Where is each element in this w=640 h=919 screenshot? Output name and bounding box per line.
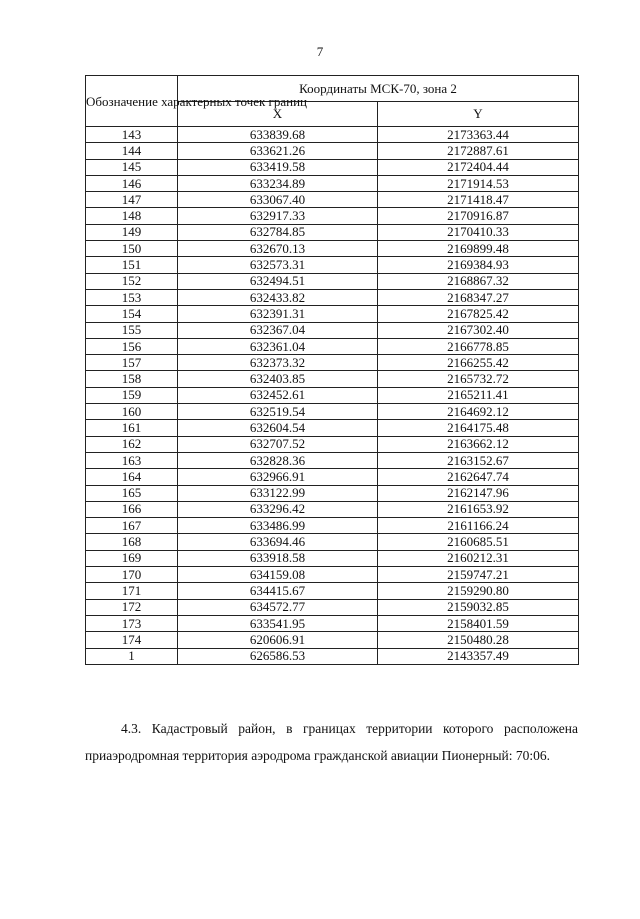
y-coordinate-cell: 2166255.42: [378, 355, 579, 371]
point-cell: 174: [86, 632, 178, 648]
y-coordinate-cell: 2167825.42: [378, 306, 579, 322]
point-cell: 152: [86, 273, 178, 289]
table-row: [86, 371, 579, 387]
y-coordinate-cell: 2162647.74: [378, 469, 579, 485]
point-cell: 172: [86, 599, 178, 615]
y-coordinate-cell: 2165211.41: [378, 387, 579, 403]
x-coordinate-cell: 633486.99: [178, 518, 378, 534]
y-coordinate-cell: 2158401.59: [378, 615, 579, 631]
y-coordinate-cell: 2164175.48: [378, 420, 579, 436]
y-coordinate-cell: 2162147.96: [378, 485, 579, 501]
y-coordinate-cell: 2164692.12: [378, 404, 579, 420]
point-cell: 159: [86, 387, 178, 403]
point-cell: 162: [86, 436, 178, 452]
point-cell: 154: [86, 306, 178, 322]
y-coordinate-cell: 2167302.40: [378, 322, 579, 338]
y-coordinate-cell: 2159032.85: [378, 599, 579, 615]
point-cell: 155: [86, 322, 178, 338]
y-coordinate-cell: 2160212.31: [378, 550, 579, 566]
y-coordinate-cell: 2170916.87: [378, 208, 579, 224]
page-number: 7: [316, 44, 324, 59]
table-row: [86, 583, 579, 599]
table-row: [86, 257, 579, 273]
table-row: [86, 501, 579, 517]
point-cell: 164: [86, 469, 178, 485]
table-row: [86, 306, 579, 322]
point-cell: 161: [86, 420, 178, 436]
point-cell: 173: [86, 615, 178, 631]
table-row: [86, 289, 579, 305]
point-cell: 151: [86, 257, 178, 273]
point-cell: 171: [86, 583, 178, 599]
y-coordinate-cell: 2161166.24: [378, 518, 579, 534]
point-cell: 156: [86, 338, 178, 354]
point-cell: 1: [86, 648, 178, 664]
point-cell: 157: [86, 355, 178, 371]
table-row: [86, 387, 579, 403]
x-coordinate-cell: 632452.61: [178, 387, 378, 403]
point-cell: 168: [86, 534, 178, 550]
point-cell: 150: [86, 241, 178, 257]
table-row: [86, 632, 579, 648]
y-coordinate-cell: 2163662.12: [378, 436, 579, 452]
point-column-header: Обозначение характерных точек границ: [86, 76, 178, 127]
x-coordinate-cell: 633419.58: [178, 159, 378, 175]
x-coordinate-cell: 632433.82: [178, 289, 378, 305]
table-row: [86, 436, 579, 452]
point-cell: 149: [86, 224, 178, 240]
point-cell: 167: [86, 518, 178, 534]
point-cell: 153: [86, 289, 178, 305]
table-row: [86, 550, 579, 566]
x-coordinate-cell: 632403.85: [178, 371, 378, 387]
y-coordinate-cell: 2168347.27: [378, 289, 579, 305]
table-row: [86, 599, 579, 615]
table-row: [86, 273, 579, 289]
table-row: [86, 469, 579, 485]
table-row: [86, 224, 579, 240]
cadastral-district-paragraph: 4.3. Кадастровый район, в границах территории которого расположена приаэродромная территория аэродрома гражданской авиации Пионерный: 70:06.: [85, 721, 578, 763]
y-coordinate-cell: 2160685.51: [378, 534, 579, 550]
x-coordinate-cell: 632519.54: [178, 404, 378, 420]
y-coordinate-cell: 2166778.85: [378, 338, 579, 354]
x-coordinate-cell: 632361.04: [178, 338, 378, 354]
y-coordinate-cell: 2169899.48: [378, 241, 579, 257]
x-coordinate-cell: 632784.85: [178, 224, 378, 240]
x-coordinate-cell: 633839.68: [178, 127, 378, 143]
x-coordinate-cell: 632966.91: [178, 469, 378, 485]
table-row: [86, 208, 579, 224]
x-coordinate-cell: 633694.46: [178, 534, 378, 550]
x-coordinate-cell: 633234.89: [178, 175, 378, 191]
y-coordinate-cell: 2171914.53: [378, 175, 579, 191]
x-coordinate-cell: 632828.36: [178, 452, 378, 468]
point-cell: 143: [86, 127, 178, 143]
x-coordinate-cell: 632573.31: [178, 257, 378, 273]
table-row: [86, 567, 579, 583]
y-coordinate-cell: 2170410.33: [378, 224, 579, 240]
point-cell: 166: [86, 501, 178, 517]
table-row: [86, 175, 579, 191]
table-row: [86, 534, 579, 550]
y-coordinate-cell: 2171418.47: [378, 192, 579, 208]
coordinates-table-body: [86, 127, 579, 665]
x-coordinate-cell: 633541.95: [178, 615, 378, 631]
point-cell: 145: [86, 159, 178, 175]
table-row: [86, 452, 579, 468]
x-coordinate-cell: 633122.99: [178, 485, 378, 501]
point-cell: 160: [86, 404, 178, 420]
x-coordinate-cell: 634415.67: [178, 583, 378, 599]
x-coordinate-cell: 632917.33: [178, 208, 378, 224]
table-row: [86, 338, 579, 354]
table-row: [86, 404, 579, 420]
table-row: [86, 485, 579, 501]
x-coordinate-cell: 633621.26: [178, 143, 378, 159]
point-cell: 158: [86, 371, 178, 387]
coordinates-group-header: Координаты МСК-70, зона 2: [178, 76, 579, 102]
x-coordinate-cell: 620606.91: [178, 632, 378, 648]
x-coordinate-cell: 632604.54: [178, 420, 378, 436]
table-row: [86, 648, 579, 664]
x-coordinate-cell: 634572.77: [178, 599, 378, 615]
x-coordinate-cell: 632707.52: [178, 436, 378, 452]
table-row: [86, 159, 579, 175]
y-coordinate-cell: 2163152.67: [378, 452, 579, 468]
x-coordinate-cell: 632373.32: [178, 355, 378, 371]
table-row: [86, 192, 579, 208]
x-coordinate-cell: 632670.13: [178, 241, 378, 257]
x-coordinate-cell: 632391.31: [178, 306, 378, 322]
point-cell: 170: [86, 567, 178, 583]
x-coordinate-cell: 633918.58: [178, 550, 378, 566]
point-cell: 169: [86, 550, 178, 566]
table-row: [86, 322, 579, 338]
table-row: [86, 143, 579, 159]
x-coordinate-cell: 626586.53: [178, 648, 378, 664]
x-coordinate-cell: 632367.04: [178, 322, 378, 338]
point-cell: 165: [86, 485, 178, 501]
table-row: [86, 127, 579, 143]
y-coordinate-cell: 2172404.44: [378, 159, 579, 175]
x-column-header: X: [178, 102, 378, 127]
table-row: [86, 615, 579, 631]
point-cell: 144: [86, 143, 178, 159]
y-coordinate-cell: 2165732.72: [378, 371, 579, 387]
point-cell: 146: [86, 175, 178, 191]
table-row: [86, 518, 579, 534]
y-coordinate-cell: 2173363.44: [378, 127, 579, 143]
table-row: [86, 355, 579, 371]
x-coordinate-cell: 634159.08: [178, 567, 378, 583]
coordinates-table: [85, 75, 579, 665]
x-coordinate-cell: 633067.40: [178, 192, 378, 208]
y-coordinate-cell: 2159290.80: [378, 583, 579, 599]
y-coordinate-cell: 2143357.49: [378, 648, 579, 664]
point-cell: 147: [86, 192, 178, 208]
y-coordinate-cell: 2159747.21: [378, 567, 579, 583]
point-cell: 163: [86, 452, 178, 468]
point-cell: 148: [86, 208, 178, 224]
y-coordinate-cell: 2172887.61: [378, 143, 579, 159]
x-coordinate-cell: 632494.51: [178, 273, 378, 289]
y-coordinate-cell: 2168867.32: [378, 273, 579, 289]
y-coordinate-cell: 2169384.93: [378, 257, 579, 273]
y-column-header: Y: [378, 102, 579, 127]
y-coordinate-cell: 2150480.28: [378, 632, 579, 648]
y-coordinate-cell: 2161653.92: [378, 501, 579, 517]
table-row: [86, 420, 579, 436]
table-row: [86, 241, 579, 257]
x-coordinate-cell: 633296.42: [178, 501, 378, 517]
